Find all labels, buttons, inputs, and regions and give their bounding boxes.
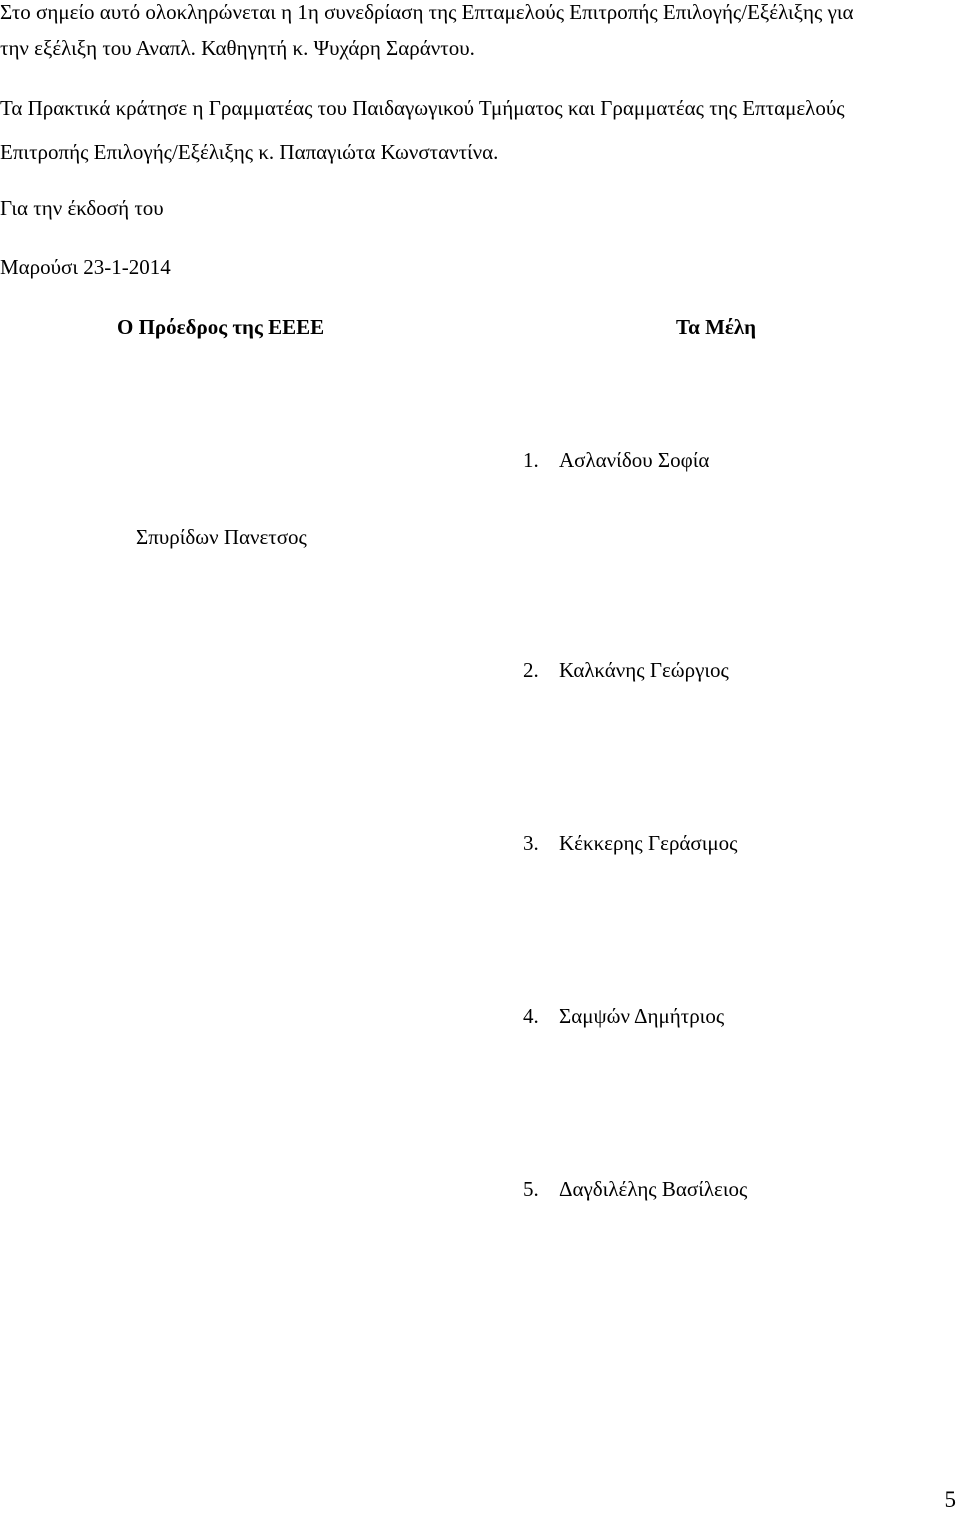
member-number: 1.	[523, 448, 539, 472]
member-number: 3.	[523, 831, 539, 855]
member-name: Καλκάνης Γεώργιος	[559, 658, 729, 682]
page-number: 5	[944, 1487, 956, 1512]
paragraph1-line1: Στο σημείο αυτό ολοκληρώνεται η 1η συνεδρίαση της Επταμελούς Επιτροπής Επιλογής/Εξέλιξης για	[0, 0, 854, 24]
paragraph2-line1: Τα Πρακτικά κράτησε η Γραμματέας του Παιδαγωγικού Τμήματος και Γραμματέας της Επταμελούς	[0, 96, 845, 120]
member-item	[523, 1177, 747, 1201]
member-number: 4.	[523, 1004, 539, 1028]
member-name: Σαμψών Δημήτριος	[559, 1004, 725, 1028]
member-name: Δαγδιλέλης Βασίλειος	[559, 1177, 748, 1201]
issuance-text: Για την έκδοσή του	[0, 196, 164, 220]
chair-name: Σπυρίδων Πανετσος	[136, 525, 307, 549]
member-name: Κέκκερης Γεράσιμος	[559, 831, 738, 855]
member-item	[523, 831, 737, 855]
chair-heading: Ο Πρόεδρος της ΕΕΕΕ	[117, 315, 325, 339]
members-heading: Τα Μέλη	[676, 315, 757, 339]
member-number: 2.	[523, 658, 539, 682]
member-name: Ασλανίδου Σοφία	[559, 448, 710, 472]
member-item	[523, 448, 709, 472]
paragraph2-line2: Επιτροπής Επιλογής/Εξέλιξης κ. Παπαγιώτα Κωνσταντίνα.	[0, 140, 499, 164]
member-item	[523, 1004, 724, 1028]
place-date: Μαρούσι 23-1-2014	[0, 255, 171, 279]
paragraph1-line2: την εξέλιξη του Αναπλ. Καθηγητή κ. Ψυχάρη Σαράντου.	[0, 36, 475, 60]
member-number: 5.	[523, 1177, 539, 1201]
member-item	[523, 658, 729, 682]
